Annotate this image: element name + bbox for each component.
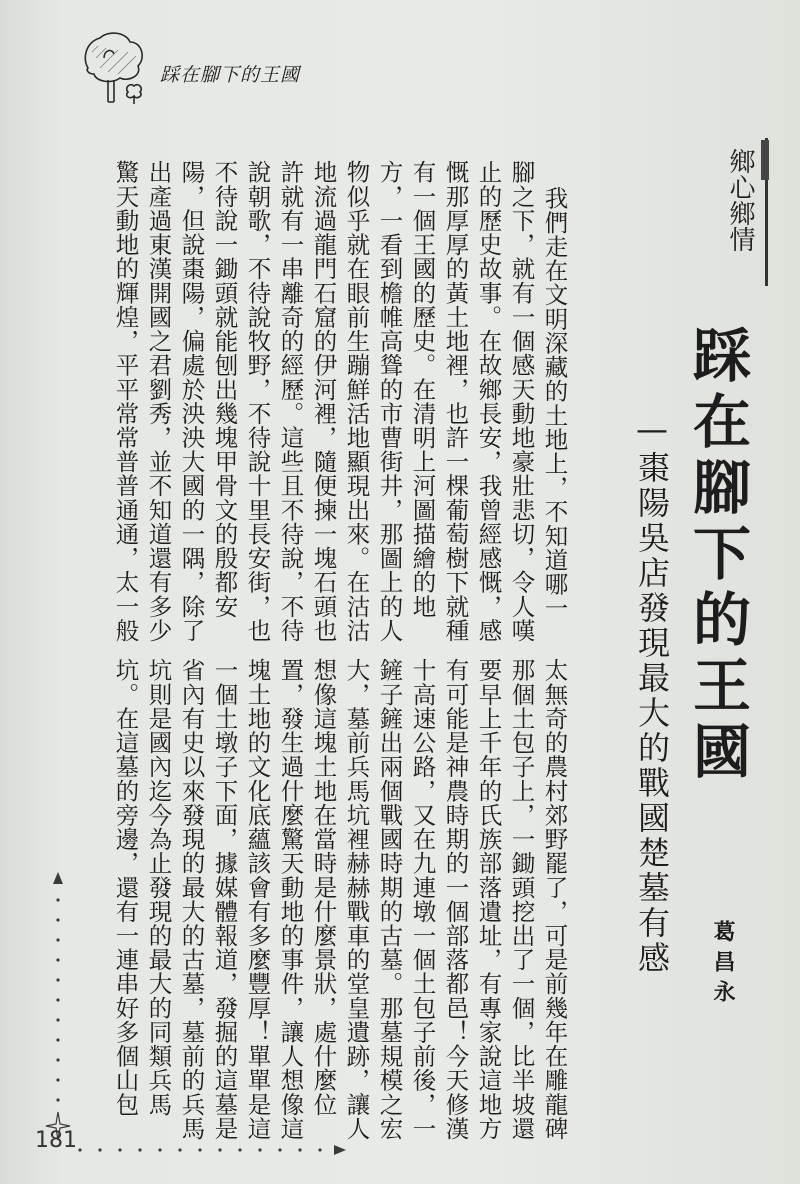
- body-column: 止的歷史故事。在故鄉長安，我曾經感慨，感: [474, 160, 503, 643]
- body-column: 坑則是國內迄今為止發現的最大的同類兵馬: [144, 658, 173, 1117]
- body-column: 一個土墩子下面，據媒體報道，發掘的這墓是: [210, 658, 239, 1141]
- running-title: 踩在腳下的王國: [160, 64, 301, 86]
- author-name: 葛昌永: [710, 920, 736, 1010]
- article-subtitle: —棗陽吳店發現最大的戰國楚墓有感: [633, 410, 671, 976]
- body-column: 大，墓前兵馬坑裡赫赫戰車的堂皇遺跡，讓人: [342, 658, 371, 1141]
- body-column: 省內有史以來發現的最大的古墓，墓前的兵馬: [177, 658, 206, 1141]
- body-column: 驚天動地的輝煌，平平常常普普通通，太一般: [111, 160, 140, 643]
- page-number: 181: [35, 1128, 77, 1153]
- body-column: 不待說一鋤頭就能刨出幾塊甲骨文的殷都安: [210, 160, 239, 619]
- body-column: 有一個王國的歷史。在清明上河圖描繪的地: [408, 160, 437, 619]
- body-column: 塊土地的文化底蘊該會有多麼豐厚！單單是這: [243, 658, 272, 1141]
- body-column: 方，一看到檐帷高聳的市曹街井，那圖上的人: [375, 160, 404, 643]
- body-column: 要早上千年的氏族部落遺址，有專家說這地方: [474, 658, 503, 1141]
- body-column: 地流過龍門石窟的伊河裡，隨便揀一塊石頭也: [309, 160, 338, 643]
- body-column: 陽，但說棗陽，偏處於泱泱大國的一隅，除了: [177, 160, 206, 643]
- body-column: 物似乎就在眼前生蹦鮮活地顯現出來。在沽沽: [342, 160, 371, 643]
- section-label: 鄉心鄉情: [725, 148, 755, 252]
- body-column: 有可能是神農時期的一個部落都邑！今天修漢: [441, 658, 470, 1141]
- article-title: 踩在腳下的王國: [683, 325, 751, 787]
- body-column: 慨那厚厚的黃土地裡，也許一棵葡萄樹下就種: [441, 160, 470, 643]
- body-column: 太無奇的農村郊野罷了，可是前幾年在雕龍碑: [540, 658, 569, 1141]
- body-column: 腳之下，就有一個感天動地豪壯悲切，令人嘆: [507, 160, 536, 643]
- body-column: 那個土包子上，一鋤頭挖出了一個，比半坡還: [507, 658, 536, 1141]
- body-column: 坑。在這墓的旁邊，還有一連串好多個山包: [111, 658, 140, 1117]
- body-column: 出產過東漢開國之君劉秀，並不知道還有多少: [144, 160, 173, 643]
- body-column: 想像這塊土地在當時是什麼景狀，處什麼位: [309, 658, 338, 1117]
- body-column: 許就有一串離奇的經歷。這些且不待說，不待: [276, 160, 305, 643]
- body-column: 置，發生過什麼驚天動地的事件，讓人想像這: [276, 658, 305, 1141]
- body-column: 鏟子鏟出兩個戰國時期的古墓。那墓規模之宏: [375, 658, 404, 1141]
- body-column: 說朝歌，不待說牧野，不待說十里長安街，也: [243, 160, 272, 643]
- body-column: 十高速公路，又在九連墩一個土包子前後，一: [408, 658, 437, 1141]
- body-column: 我們走在文明深藏的土地上，不知道哪一: [540, 186, 569, 621]
